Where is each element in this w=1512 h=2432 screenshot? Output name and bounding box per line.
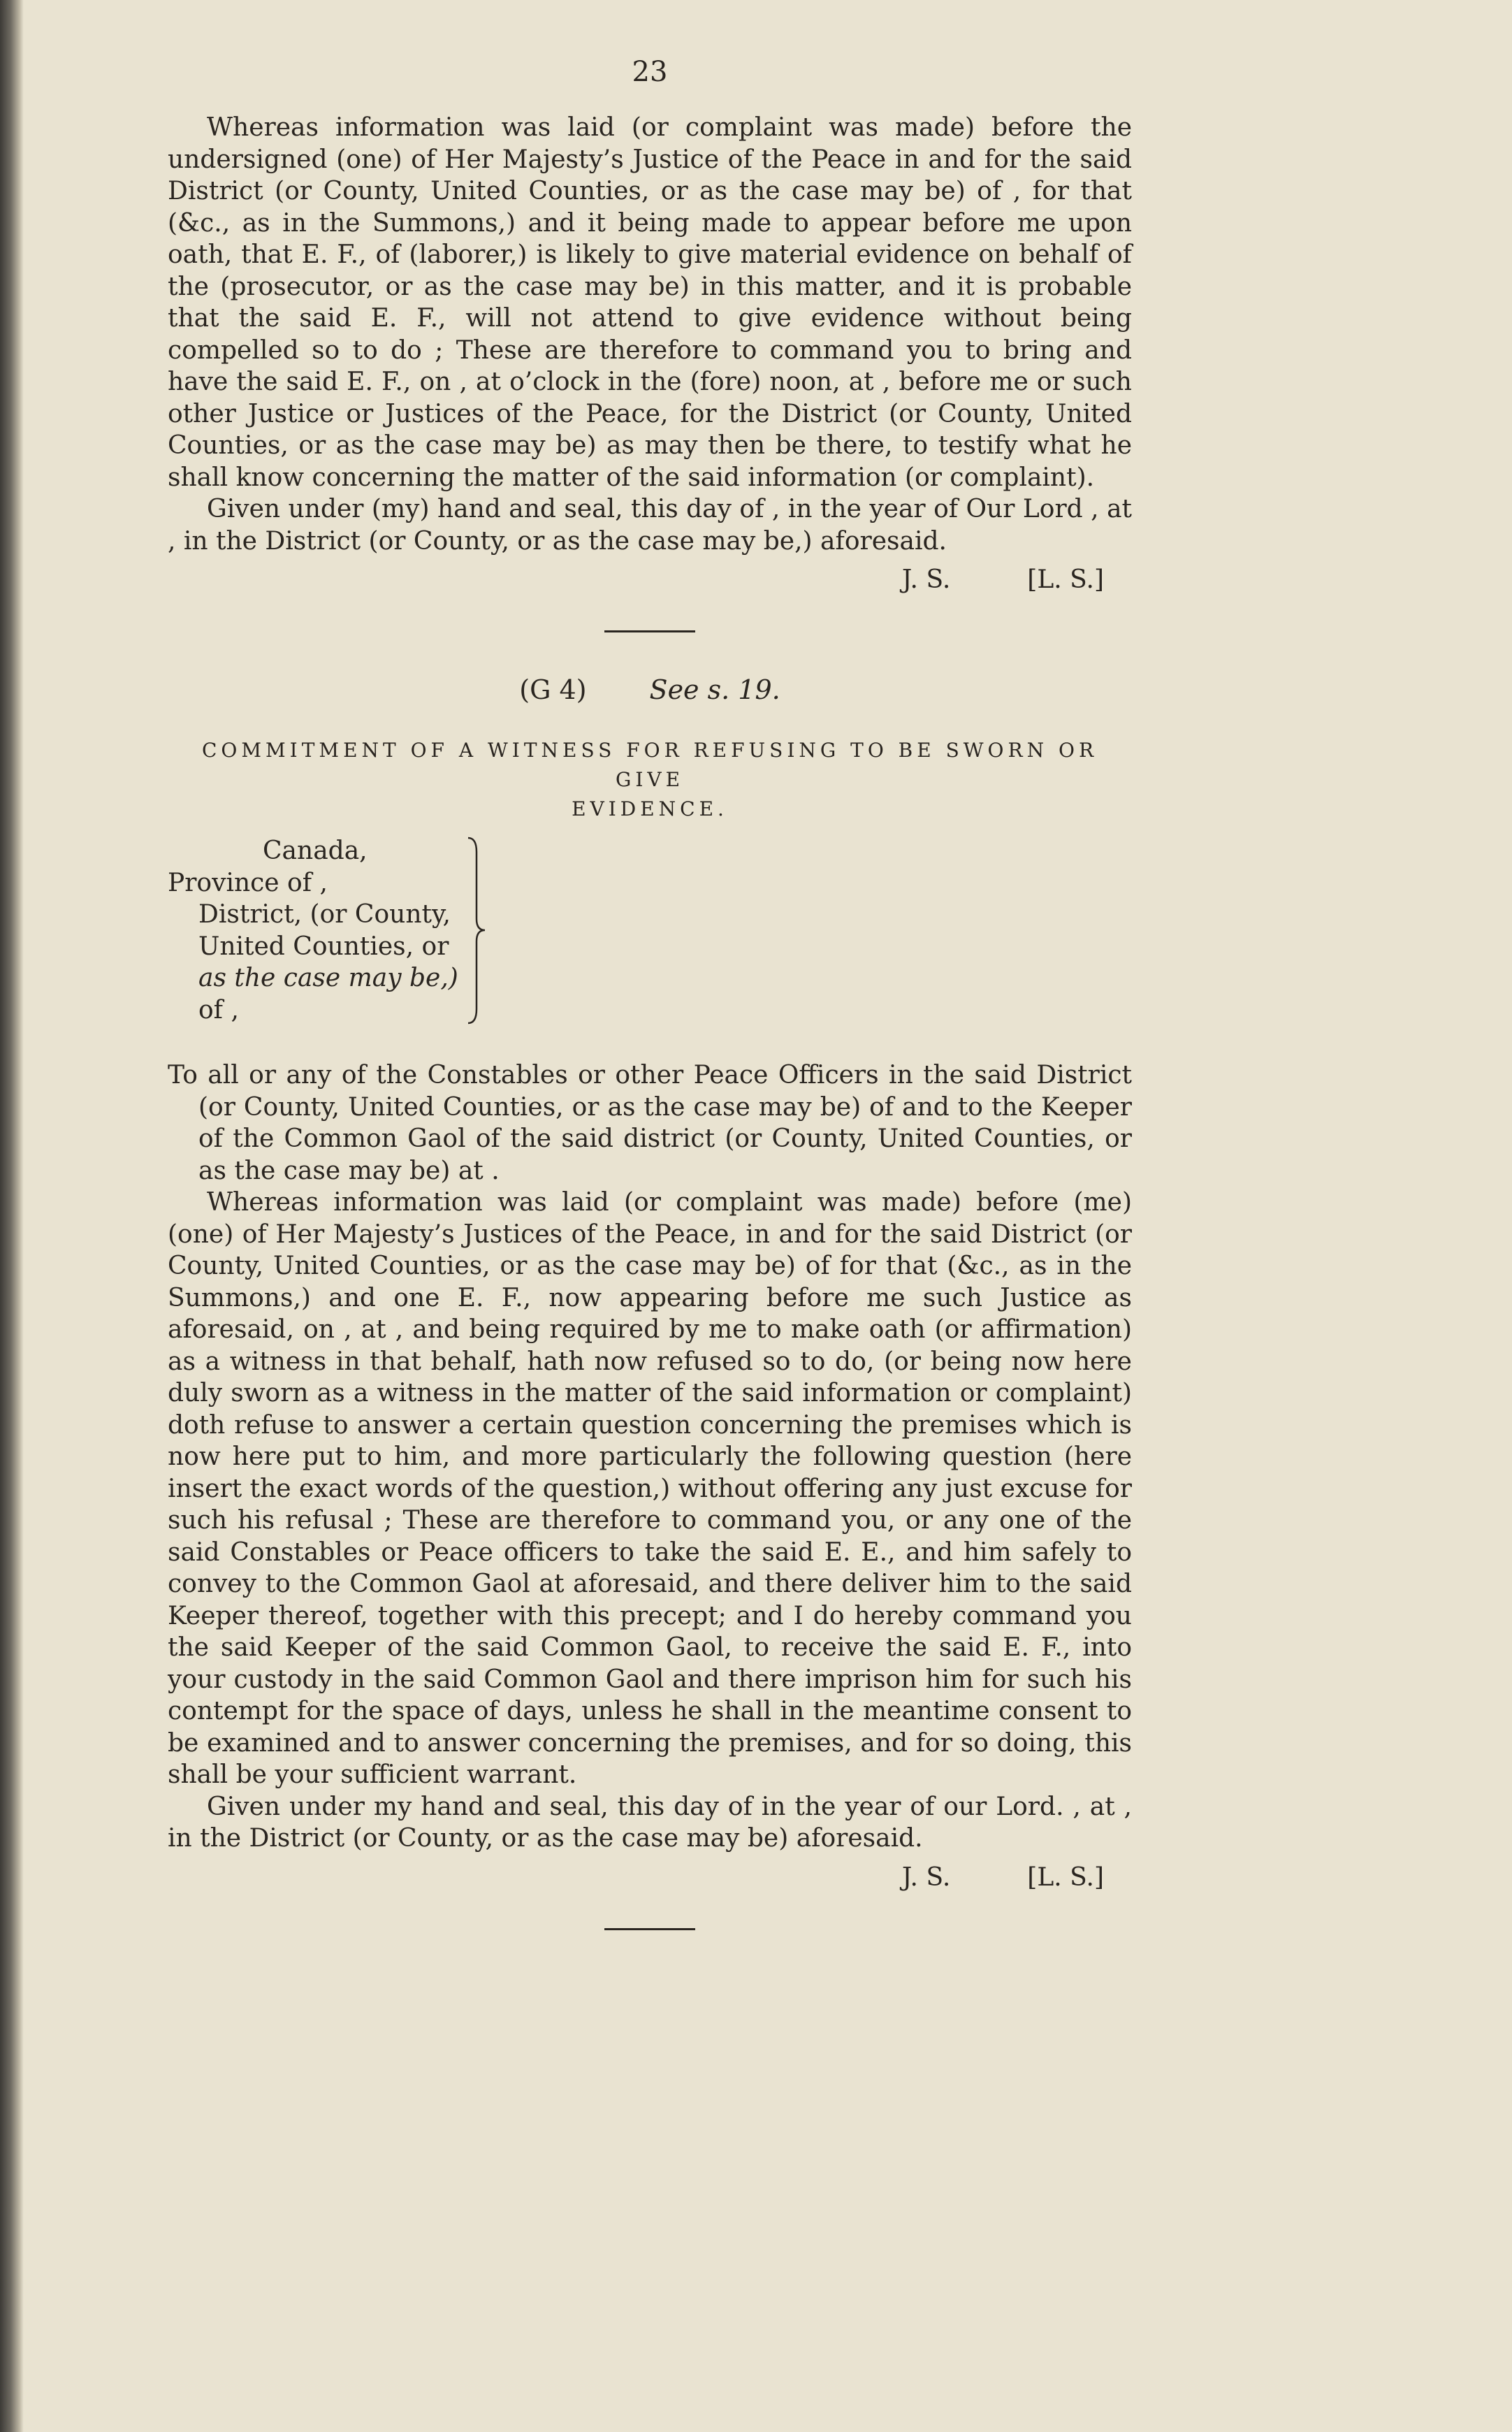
g4-venue-block bbox=[168, 835, 1132, 1026]
venue-line-united-counties: United Counties, or bbox=[198, 932, 449, 961]
g4-paragraph-information: Whereas information was laid (or complaint was made) before (me) (one) of Her Majesty’s Justices of the Peace, in and for the said District (or County, United Counties, or as the case may be) of for that (&c., as in the Summons,) and one E. F., now appearing before me such Justice as aforesaid, on , at , and being required by me to make oath (or affirmation) as a witness in that behalf, hath now refused so to do, (or being now here duly sworn as a witness in the matter of the said information or complaint) doth refuse to answer a certain question concerning the premises which is now here put to him, and more particularly the following question (here insert the exact words of the question,) without offering any just excuse for such his refusal ; These are therefore to command you, or any one of the said Constables or Peace officers to take the said E. E., and him safely to convey to the Common Gaol at aforesaid, and there deliver him to the said Keeper thereof, together with this precept; and I do hereby command you the said Keeper of the said Common Gaol, to receive the said E. F., into your custody in the said Common Gaol and there imprison him for such his contempt for the space of days, unless he shall in the meantime consent to be examined and to answer concerning the premises, and for so doing, this shall be your sufficient warrant. bbox=[168, 1188, 1132, 1789]
g3-signature bbox=[168, 565, 1132, 594]
venue-line-province: Province of , bbox=[168, 868, 328, 897]
g4-address-paragraph: To all or any of the Constables or other Peace Officers in the said District (or County, United Counties, or as the case may be) of and to the Keeper of the Common Gaol of the said district (or County, United Counties, or as the case may be) at . bbox=[168, 1061, 1132, 1185]
end-divider-rule bbox=[604, 1928, 695, 1930]
g4-signature bbox=[168, 1863, 1132, 1892]
g4-heading-line-2: EVIDENCE. bbox=[572, 797, 728, 820]
g4-section-reference: See s. 19. bbox=[649, 674, 780, 705]
venue-line-country: Canada, bbox=[263, 837, 368, 865]
venue-brace bbox=[465, 835, 489, 1026]
document-page bbox=[168, 56, 1132, 1972]
g4-venue-lines bbox=[168, 835, 458, 1026]
g4-signature-name: J. S. bbox=[901, 1862, 951, 1892]
venue-line-of: of , bbox=[198, 995, 239, 1025]
venue-line-case: as the case may be,) bbox=[198, 964, 458, 992]
g3-seal-mark: [L. S.] bbox=[1027, 565, 1104, 594]
book-binding-edge bbox=[0, 0, 24, 2432]
g3-signature-name: J. S. bbox=[901, 565, 951, 594]
section-divider-rule bbox=[604, 630, 695, 632]
venue-line-district: District, (or County, bbox=[198, 900, 451, 929]
g3-paragraph-given-under: Given under (my) hand and seal, this day of , in the year of Our Lord , at , in the District (or County, or as the case may be,) aforesaid. bbox=[168, 495, 1132, 556]
g4-form-identifier bbox=[168, 674, 1132, 705]
g4-heading-line-1: COMMITMENT OF A WITNESS FOR REFUSING TO BE SWORN OR GIVE bbox=[201, 739, 1098, 791]
g4-heading bbox=[168, 736, 1132, 824]
curly-brace-icon bbox=[465, 835, 489, 1026]
page-number: 23 bbox=[632, 56, 668, 88]
g4-form-number: (G 4) bbox=[519, 674, 587, 705]
g4-paragraph-given-under: Given under my hand and seal, this day of in the year of our Lord. , at , in the District (or County, or as the case may be) aforesaid. bbox=[168, 1792, 1132, 1853]
g4-seal-mark: [L. S.] bbox=[1027, 1862, 1104, 1892]
g3-paragraph-information: Whereas information was laid (or complaint was made) before the undersigned (one) of Her Majesty’s Justice of the Peace in and for the said District (or County, United Counties, or as the case may be) of , for that (&c., as in the Summons,) and it being made to appear before me upon oath, that E. F., of (laborer,) is likely to give material evidence on behalf of the (prosecutor, or as the case may be) in this matter, and it is probable that the said E. F., will not attend to give evidence without being compelled so to do ; These are therefore to command you to bring and have the said E. F., on , at o’clock in the (fore) noon, at , before me or such other Justice or Justices of the Peace, for the District (or County, United Counties, or as the case may be) as may then be there, to testify what he shall know concerning the matter of the said information (or complaint). bbox=[168, 113, 1132, 492]
